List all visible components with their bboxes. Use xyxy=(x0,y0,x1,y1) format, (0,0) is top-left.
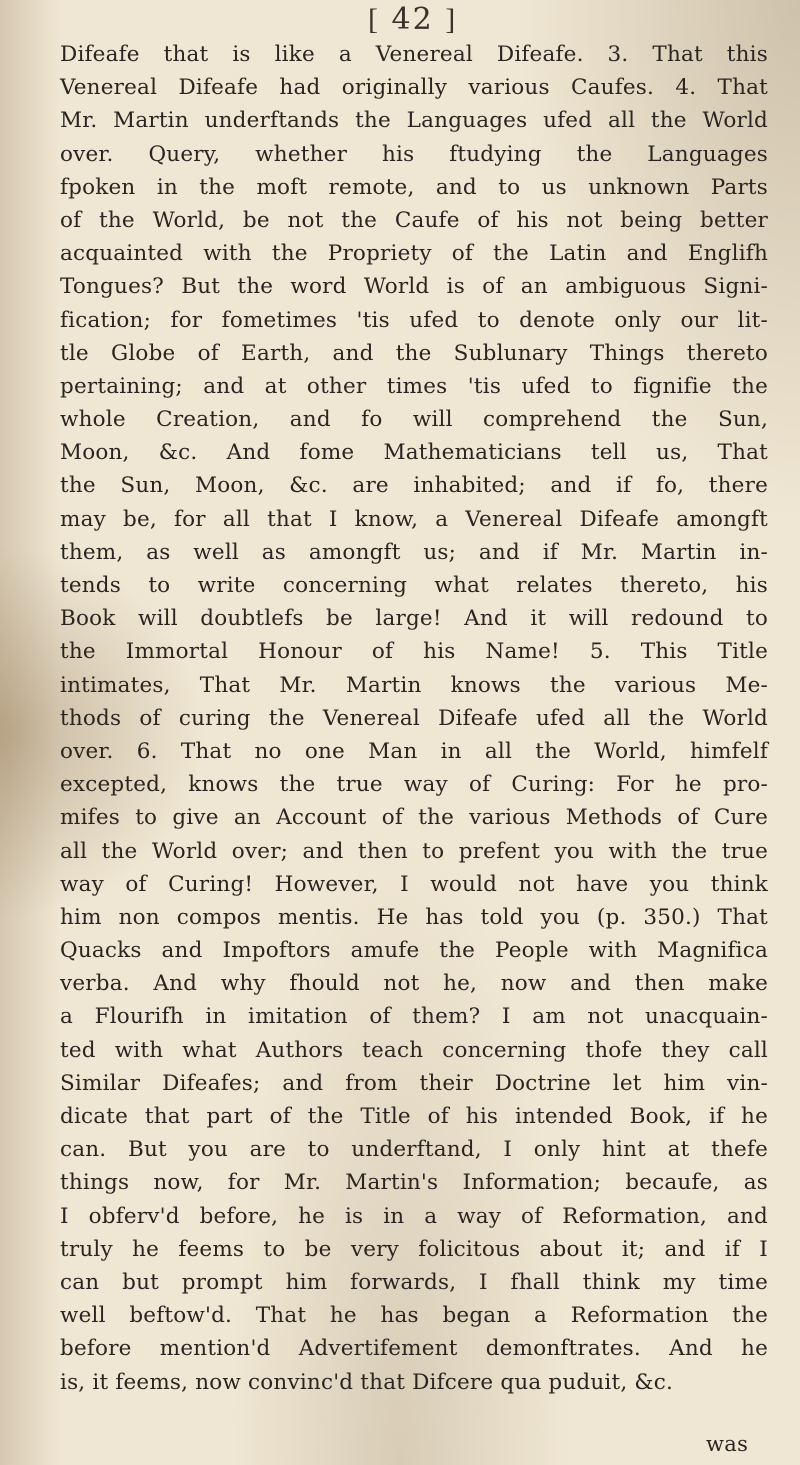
text-line: mifes to give an Account of the various Methods of Cure xyxy=(60,805,768,831)
text-line: a Flourifh in imitation of them? I am not unacquain- xyxy=(60,1004,768,1030)
text-line: them, as well as amongft us; and if Mr. Martin in- xyxy=(60,539,768,565)
text-line: well beftow'd. That he has began a Reformation the xyxy=(60,1303,768,1329)
text-line: truly he feems to be very folicitous about it; and if I xyxy=(60,1236,768,1262)
text-line: acquainted with the Propriety of the Latin and Englifh xyxy=(60,241,768,267)
text-line: can. But you are to underftand, I only hint at thefe xyxy=(60,1137,768,1163)
text-line: the Sun, Moon, &c. are inhabited; and if fo, there xyxy=(60,473,768,499)
text-line: Book will doubtlefs be large! And it will redound to xyxy=(60,606,768,632)
text-line: of the World, be not the Caufe of his not being better xyxy=(60,207,768,233)
text-line: whole Creation, and fo will comprehend the Sun, xyxy=(60,407,768,433)
text-line: the Immortal Honour of his Name! 5. This Title xyxy=(60,639,768,665)
text-line: Quacks and Impoftors amufe the People with Magnifica xyxy=(60,938,768,964)
text-line: is, it feems, now convinc'd that Difcere qua puduit, &c. xyxy=(60,1369,674,1395)
text-line: intimates, That Mr. Martin knows the various Me- xyxy=(60,672,768,698)
text-line: Similar Difeafes; and from their Doctrine let him vin- xyxy=(60,1070,768,1096)
text-line: over. Query, whether his ftudying the Languages xyxy=(60,141,768,167)
text-line: thods of curing the Venereal Difeafe ufed all the World xyxy=(60,705,768,731)
text-line: Mr. Martin underftands the Languages ufed all the World xyxy=(60,108,768,134)
text-line: before mention'd Advertifement demonftrates. And he xyxy=(60,1336,768,1362)
text-line: Moon, &c. And fome Mathematicians tell us, That xyxy=(60,440,768,466)
text-line: Venereal Difeafe had originally various Caufes. 4. That xyxy=(60,75,768,101)
text-line: verba. And why fhould not he, now and then make xyxy=(60,971,768,997)
text-line: way of Curing! However, I would not have you think xyxy=(60,871,768,897)
text-line: Tongues? But the word World is of an ambiguous Signi- xyxy=(60,274,768,300)
text-line: him non compos mentis. He has told you (p. 350.) That xyxy=(60,904,768,930)
text-line: pertaining; and at other times 'tis ufed to fignifie the xyxy=(60,373,768,399)
text-line: ted with what Authors teach concerning thofe they call xyxy=(60,1037,768,1063)
text-line: fication; for fometimes 'tis ufed to denote only our lit- xyxy=(60,307,768,333)
text-line: tle Globe of Earth, and the Sublunary Things thereto xyxy=(60,340,768,366)
text-line: over. 6. That no one Man in all the World, himfelf xyxy=(60,738,768,764)
text-line: I obferv'd before, he is in a way of Reformation, and xyxy=(60,1203,768,1229)
text-line: Difeafe that is like a Venereal Difeafe. 3. That this xyxy=(60,42,768,67)
text-line: dicate that part of the Title of his intended Book, if he xyxy=(60,1104,768,1129)
text-line: all the World over; and then to prefent you with the true xyxy=(60,838,768,864)
text-line: fpoken in the moft remote, and to us unknown Parts xyxy=(60,174,768,200)
catchword: was xyxy=(706,1432,749,1456)
text-line: tends to write concerning what relates thereto, his xyxy=(60,573,768,598)
text-line: can but prompt him forwards, I fhall think my time xyxy=(60,1269,768,1295)
body-text xyxy=(60,38,768,1399)
text-line: things now, for Mr. Martin's Information; becaufe, as xyxy=(60,1170,768,1196)
text-line: excepted, knows the true way of Curing: For he pro- xyxy=(60,772,768,798)
page-number: [ 42 ] xyxy=(368,2,458,37)
text-line: may be, for all that I know, a Venereal Difeafe amongft xyxy=(60,506,768,532)
